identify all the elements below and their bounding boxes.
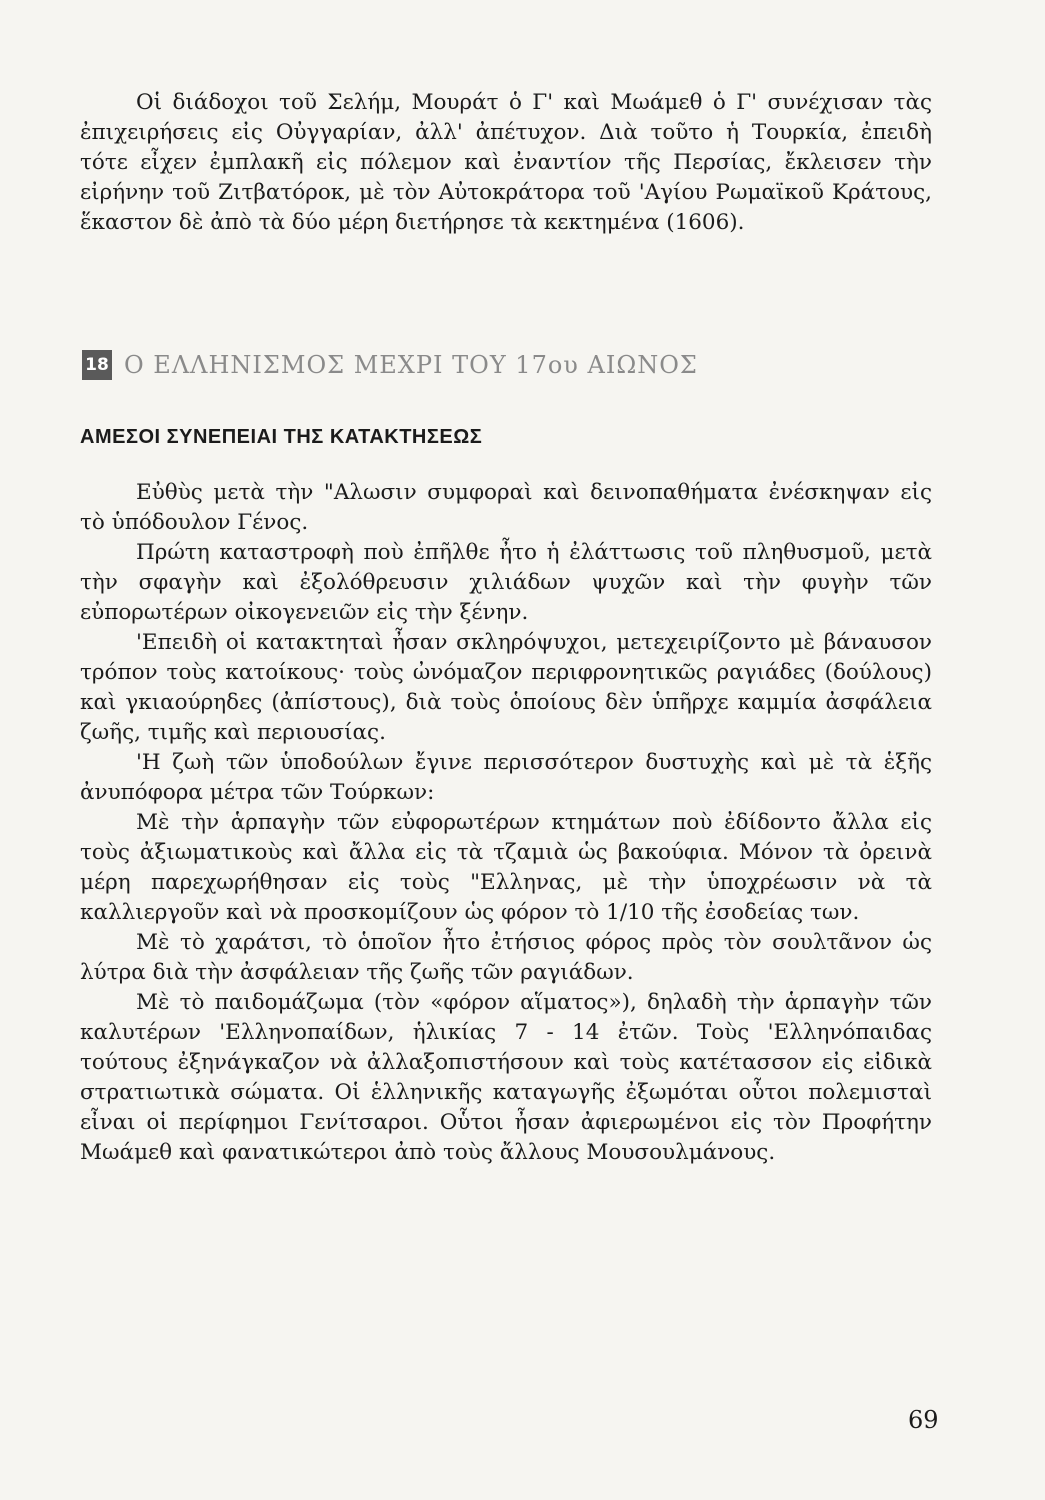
body-paragraph: 'Επειδὴ οἱ κατακτηταὶ ἦσαν σκληρόψυχοι, μετεχειρίζοντο μὲ βάναυσον τρόπον τοὺς κατοίκους· τοὺς ὠνόμαζον περιφρονητικῶς ραγιάδες (δούλους) καὶ γκιαούρηδες (ἀπίστους), διὰ τοὺς ὁποίους δὲν ὑπῆρχε καμμία ἀσφάλεια ζωῆς, τιμῆς καὶ περιουσίας. bbox=[80, 630, 932, 745]
body-paragraph: Μὲ τὴν ἁρπαγὴν τῶν εὐφορωτέρων κτημάτων ποὺ ἐδίδοντο ἄλλα εἰς τοὺς ἀξιωματικοὺς καὶ ἄλλα εἰς τὰ τζαμιὰ ὡς βακούφια. Μόνον τὰ ὀρεινὰ μέρη παρεχωρήθησαν εἰς τοὺς "Ελληνας, μὲ τὴν ὑποχρέωσιν νὰ τὰ καλλιεργοῦν καὶ νὰ προσκομίζουν ὡς φόρον τὸ 1/10 τῆς ἐσοδείας των. bbox=[80, 810, 932, 925]
subheading: ΑΜΕΣΟΙ ΣΥΝΕΠΕΙΑΙ ΤΗΣ ΚΑΤΑΚΤΗΣΕΩΣ bbox=[80, 426, 483, 448]
intro-paragraph: Οἱ διάδοχοι τοῦ Σελήμ, Μουράτ ὁ Γ' καὶ Μωάμεθ ὁ Γ' συνέχισαν τὰς ἐπιχειρήσεις εἰς Οὐγγαρίαν, ἀλλ' ἀπέτυχον. Διὰ τοῦτο ἡ Τουρκία, ἐπειδὴ τότε εἶχεν ἐμπλακῆ εἰς πόλεμον καὶ ἐναντίον τῆς Περσίας, ἔκλεισεν τὴν εἰρήνην τοῦ Ζιτβατόροκ, μὲ τὸν Αὐτοκράτορα τοῦ 'Αγίου Ρωμαϊκοῦ Κράτους, ἕκαστον δὲ ἀπὸ τὰ δύο μέρη διετήρησε τὰ κεκτημένα (1606). bbox=[80, 90, 932, 235]
body-paragraph: Μὲ τὸ παιδομάζωμα (τὸν «φόρον αἵματος»), δηλαδὴ τὴν ἁρπαγὴν τῶν καλυτέρων 'Ελληνοπαίδων, ἡλικίας 7 - 14 ἐτῶν. Τοὺς 'Ελληνόπαιδας τούτους ἐξηνάγκαζον νὰ ἀλλαξοπιστήσουν καὶ τοὺς κατέτασσον εἰς εἰδικὰ στρατιωτικὰ σώματα. Οἱ ἑλληνικῆς καταγωγῆς ἐξωμόται οὗτοι πολεμισταὶ εἶναι οἱ περίφημοι Γενίτσαροι. Οὗτοι ἦσαν ἀφιερωμένοι εἰς τὸν Προφήτην Μωάμεθ καὶ φανατικώτεροι ἀπὸ τοὺς ἄλλους Μουσουλμάνους. bbox=[80, 990, 932, 1165]
page-number: 69 bbox=[908, 1406, 939, 1434]
intro-text bbox=[80, 88, 932, 238]
body-paragraph: Εὐθὺς μετὰ τὴν "Αλωσιν συμφοραὶ καὶ δεινοπαθήματα ἐνέσκηψαν εἰς τὸ ὑπόδουλον Γένος. bbox=[80, 480, 932, 535]
section-heading bbox=[82, 350, 698, 380]
section-number-badge: 18 bbox=[82, 350, 112, 380]
body-paragraph: Πρώτη καταστροφὴ ποὺ ἐπῆλθε ἦτο ἡ ἐλάττωσις τοῦ πληθυσμοῦ, μετὰ τὴν σφαγὴν καὶ ἐξολόθρευσιν χιλιάδων ψυχῶν καὶ τὴν φυγὴν τῶν εὐπορωτέρων οἰκογενειῶν εἰς τὴν ξένην. bbox=[80, 540, 932, 625]
section-title: Ο ΕΛΛΗΝΙΣΜΟΣ ΜΕΧΡΙ ΤΟΥ 17ου ΑΙΩΝΟΣ bbox=[124, 351, 698, 379]
body-paragraph: 'Η ζωὴ τῶν ὑποδούλων ἔγινε περισσότερον δυστυχὴς καὶ μὲ τὰ ἑξῆς ἀνυπόφορα μέτρα τῶν Τούρκων: bbox=[80, 750, 932, 805]
body-paragraph: Μὲ τὸ χαράτσι, τὸ ὁποῖον ἦτο ἐτήσιος φόρος πρὸς τὸν σουλτᾶνον ὡς λύτρα διὰ τὴν ἀσφάλειαν τῆς ζωῆς τῶν ραγιάδων. bbox=[80, 930, 932, 985]
body-text bbox=[80, 478, 932, 1168]
